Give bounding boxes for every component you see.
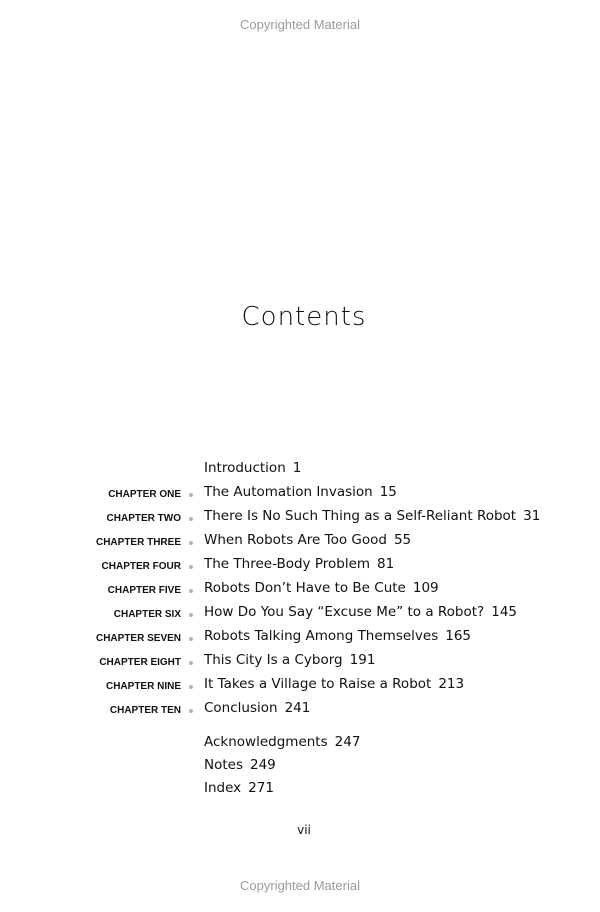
toc-entry <box>204 628 471 644</box>
entry-title: This City Is a Cyborg <box>204 652 343 668</box>
watermark-top: Copyrighted Material <box>240 17 360 32</box>
bullet-dot <box>189 589 193 593</box>
toc-row-chapter <box>0 651 600 675</box>
page-title: Contents <box>241 302 367 332</box>
toc-row-chapter <box>0 675 600 699</box>
entry-page: 213 <box>438 676 465 692</box>
entry-page: 241 <box>284 700 311 716</box>
entry-page: 55 <box>393 532 412 548</box>
toc-entry <box>204 556 394 572</box>
bullet-dot <box>189 517 193 521</box>
toc-row-chapter <box>0 531 600 555</box>
chapter-label: CHAPTER TEN <box>109 705 181 716</box>
entry-title: How Do You Say “Excuse Me” to a Robot? <box>204 604 485 620</box>
entry-page: 271 <box>248 780 274 796</box>
entry-title: The Automation Invasion <box>204 484 373 500</box>
entry-page: 165 <box>445 628 472 644</box>
back-matter <box>0 733 600 802</box>
bullet-dot <box>189 565 193 569</box>
toc-entry <box>204 652 375 668</box>
bullet-dot <box>189 661 193 665</box>
chapter-label: CHAPTER NINE <box>105 681 181 692</box>
page-number: vii <box>297 823 311 837</box>
toc-entry <box>204 484 397 500</box>
toc-row-chapter <box>0 555 600 579</box>
chapter-label: CHAPTER FIVE <box>107 585 181 596</box>
entry-page: 191 <box>349 652 376 668</box>
entry-title: It Takes a Village to Raise a Robot <box>204 676 432 692</box>
toc-entry <box>204 734 360 750</box>
chapter-label: CHAPTER EIGHT <box>99 657 181 668</box>
entry-page: 31 <box>523 508 541 524</box>
entry-page: 247 <box>334 734 361 750</box>
bullet-dot <box>189 685 193 689</box>
entry-title: Index <box>204 780 242 796</box>
toc-row-chapter <box>0 627 600 651</box>
toc-row-back <box>0 779 600 802</box>
entry-title: Conclusion <box>204 700 278 716</box>
chapter-label: CHAPTER SEVEN <box>95 633 181 644</box>
chapter-label: CHAPTER THREE <box>95 537 181 548</box>
entry-title: There Is No Such Thing as a Self-Reliant Robot <box>204 508 517 524</box>
toc-row-back <box>0 756 600 779</box>
entry-title: Robots Talking Among Themselves <box>204 628 439 644</box>
bullet-dot <box>189 709 193 713</box>
entry-title: Acknowledgments <box>204 734 328 750</box>
watermark-bottom: Copyrighted Material <box>240 878 360 893</box>
toc-row-chapter <box>0 483 600 507</box>
toc-entry <box>204 604 517 620</box>
chapter-label: CHAPTER TWO <box>106 513 181 524</box>
chapter-label: CHAPTER ONE <box>108 489 181 500</box>
entry-title: The Three-Body Problem <box>204 556 371 572</box>
entry-page: 145 <box>491 604 518 620</box>
toc-entry <box>204 780 274 796</box>
toc-entry <box>204 532 411 548</box>
toc-row-chapter <box>0 507 600 531</box>
toc-row-chapter <box>0 699 600 723</box>
chapter-label: CHAPTER SIX <box>113 609 181 620</box>
table-of-contents <box>0 459 600 723</box>
bullet-dot <box>189 613 193 617</box>
entry-page: 249 <box>250 757 276 773</box>
toc-row-chapter <box>0 579 600 603</box>
toc-entry <box>204 757 276 773</box>
bullet-dot <box>189 637 193 641</box>
entry-page: 1 <box>292 460 302 476</box>
entry-title: Robots Don’t Have to Be Cute <box>204 580 406 596</box>
entry-page: 15 <box>379 484 397 500</box>
entry-page: 109 <box>412 580 439 596</box>
entry-page: 81 <box>377 556 395 572</box>
chapter-label: CHAPTER FOUR <box>101 561 181 572</box>
toc-entry <box>204 580 439 596</box>
toc-entry <box>204 700 310 716</box>
toc-row-back <box>0 733 600 756</box>
toc-entry <box>204 508 540 524</box>
toc-row-chapter <box>0 603 600 627</box>
entry-title: Introduction <box>204 460 286 476</box>
toc-row-front <box>0 459 600 483</box>
bullet-dot <box>189 493 193 497</box>
entry-title: Notes <box>204 757 243 773</box>
entry-title: When Robots Are Too Good <box>204 532 387 548</box>
toc-entry <box>204 676 464 692</box>
bullet-dot <box>189 541 193 545</box>
toc-entry <box>204 460 301 476</box>
